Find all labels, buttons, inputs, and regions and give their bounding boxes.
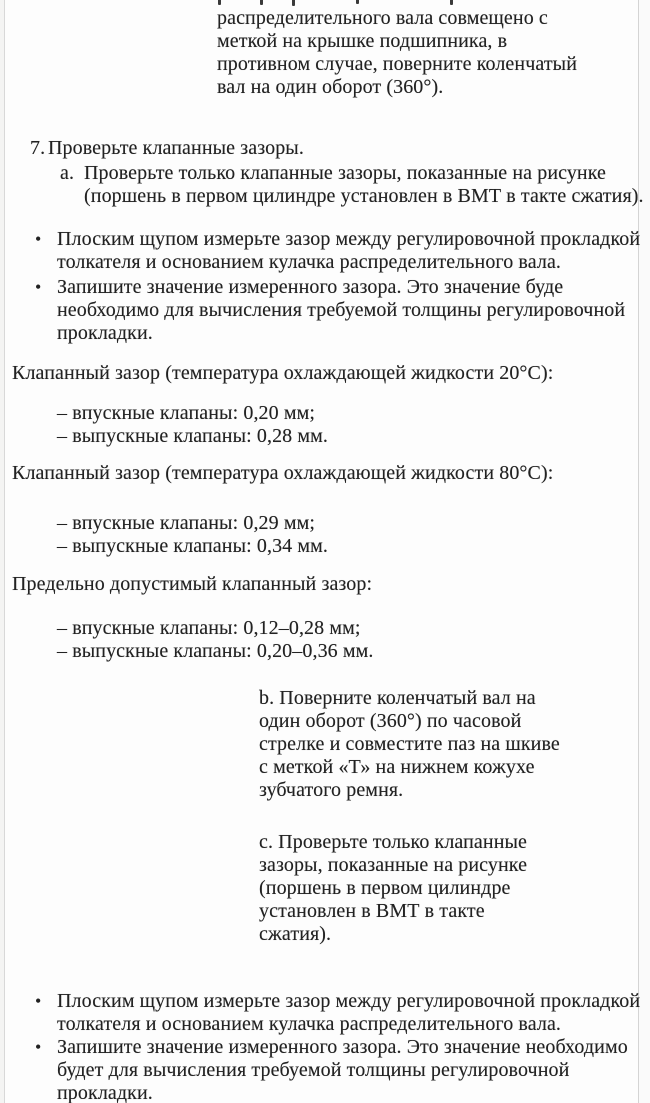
step-7-line [30,137,304,160]
scan-edge-line-left [4,0,5,1103]
substep-a-label: a. [60,162,75,184]
spec-item: – впускные клапаны: 0,29 мм; [57,512,316,534]
text-line: один оборот (360°) по часовой [259,710,522,732]
bullet-icon: • [35,1037,42,1057]
bullet-icon: • [35,991,42,1011]
scan-edge-strip-right [639,0,650,1103]
glyph-fragment [450,0,453,5]
text-line: Плоским щупом измерьте зазор между регулировочной прокладкой [57,990,641,1012]
substep-a-line: (поршень в первом цилиндре установлен в ВМТ в такте сжатия). [84,185,644,207]
text-line: толкателя и основанием кулачка распределительного вала. [57,251,562,273]
glyph-fragment [260,0,263,5]
text-line: распределительного вала совмещено с [217,7,548,29]
spec-item: – впускные клапаны: 0,12–0,28 мм; [57,617,361,639]
text-line: противном случае, поверните коленчатый [217,53,578,75]
text-line: прокладки. [57,1082,153,1103]
spec-item: – выпускные клапаны: 0,34 мм. [57,535,328,557]
spec-item: – выпускные клапаны: 0,20–0,36 мм. [57,640,374,662]
text-line: b. Поверните коленчатый вал на [259,687,536,709]
text-line: c. Проверьте только клапанные [259,831,528,853]
bullet-icon: • [35,229,42,249]
text-line: Запишите значение измеренного зазора. Это значение необходимо [57,1036,628,1058]
text-line: с меткой «Т» на нижнем кожухе [259,756,535,778]
text-line: Запишите значение измеренного зазора. Это значение буде [57,276,564,298]
text-line: (поршень в первом цилиндре [259,877,511,899]
spec-heading: Клапанный зазор (температура охлаждающей жидкости 20°С): [12,362,554,384]
spec-heading: Клапанный зазор (температура охлаждающей жидкости 80°С): [12,462,554,484]
text-line: установлен в ВМТ в такте [259,900,485,922]
glyph-fragment [292,0,295,6]
text-line: вал на один оборот (360°). [217,76,444,98]
text-line: прокладки. [57,322,153,344]
substep-a-line [60,162,606,185]
text-line: зазоры, показанные на рисунке [259,854,528,876]
text-line: Плоским щупом измерьте зазор между регулировочной прокладкой [57,228,641,250]
bullet-icon: • [35,277,42,297]
text-line: толкателя и основанием кулачка распределительного вала. [57,1013,562,1035]
spec-heading: Предельно допустимый клапанный зазор: [12,573,373,595]
spec-item: – впускные клапаны: 0,20 мм; [57,402,316,424]
text-line: сжатия). [259,923,332,945]
step-title: Проверьте клапанные зазоры. [48,137,304,159]
glyph-fragment [218,0,221,5]
text-line: необходимо для вычисления требуемой толщины регулировочной [57,299,626,321]
step-number: 7. [30,137,46,159]
spec-item: – выпускные клапаны: 0,28 мм. [57,425,328,447]
text-line: стрелке и совместите паз на шкиве [259,733,560,755]
scan-edge-line-right [638,0,639,1103]
glyph-fragment [356,0,359,4]
text-line: зубчатого ремня. [259,779,404,801]
text-line: будет для вычисления требуемой толщины регулировочной [57,1059,570,1081]
substep-a-text: Проверьте только клапанные зазоры, показанные на рисунке [84,162,607,184]
text-line: меткой на крышке подшипника, в [217,30,508,52]
